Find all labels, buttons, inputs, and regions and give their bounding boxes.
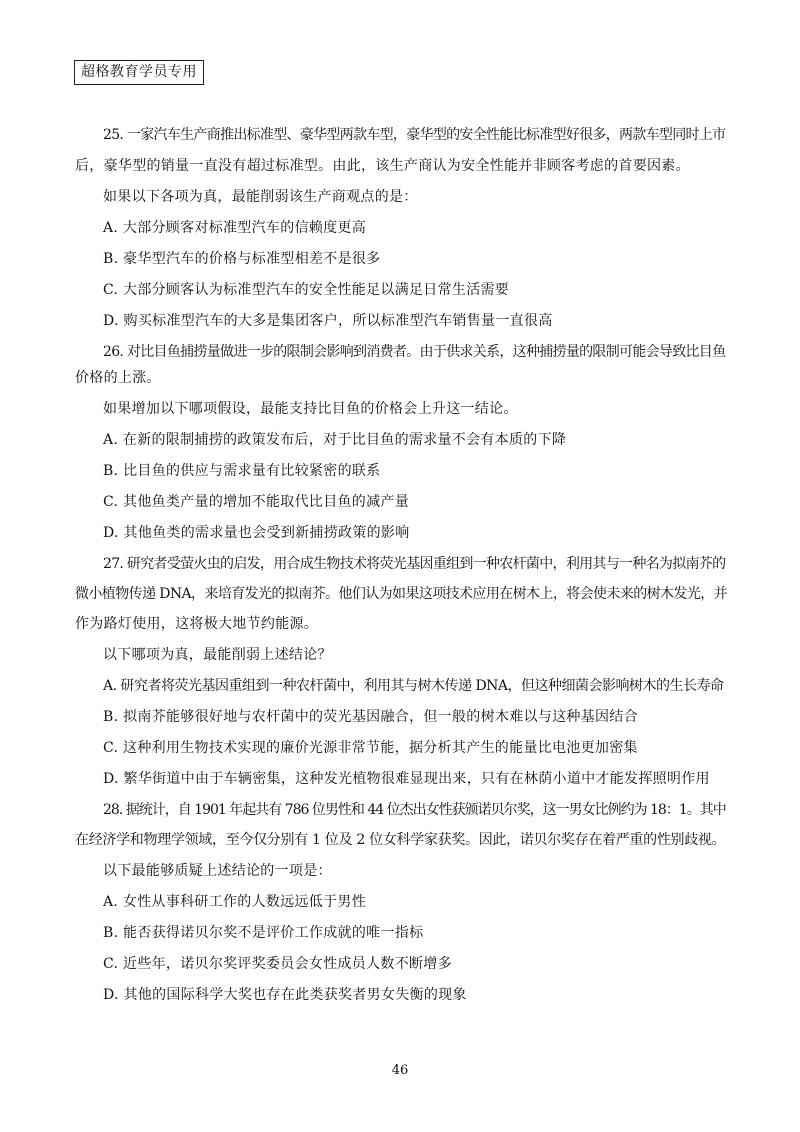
question-25-stem-line-1: 25. 一家汽车生产商推出标准型、豪华型两款车型，豪华型的安全性能比标准型好很多，两款车型同时上市 [103, 127, 726, 143]
question-28-option-a[interactable]: A. 女性从事科研工作的人数远远低于男性 [103, 894, 367, 910]
question-27-option-a[interactable]: A. 研究者将荧光基因重组到一种农杆菌中，利用其与树木传递 DNA，但这种细菌会影响树木的生长寿命 [103, 678, 724, 694]
question-26-prompt: 如果增加以下哪项假设，最能支持比目鱼的价格会上升这一结论。 [103, 401, 518, 417]
question-25 [75, 125, 727, 342]
question-25-prompt: 如果以下各项为真，最能削弱该生产商观点的是： [103, 189, 418, 205]
header-label: 超格教育学员专用 [74, 60, 204, 85]
question-27-option-b[interactable]: B. 拟南芥能够很好地与农杆菌中的荧光基因融合，但一般的树木难以与这种基因结合 [103, 709, 638, 725]
question-28-stem-line-1: 28. 据统计，自 1901 年起共有 786 位男性和 44 位杰出女性获颁诺贝尔奖，这一男女比例约为 18：1。其中 [103, 802, 726, 818]
question-28-option-d[interactable]: D. 其他的国际科学大奖也存在此类获奖者男女失衡的现象 [103, 987, 467, 1003]
question-25-option-d[interactable]: D. 购买标准型汽车的大多是集团客户，所以标准型汽车销售量一直很高 [103, 313, 553, 329]
question-26-option-c[interactable]: C. 其他鱼类产量的增加不能取代比目鱼的减产量 [103, 494, 410, 510]
question-27-option-c[interactable]: C. 这种利用生物技术实现的廉价光源非常节能，据分析其产生的能量比电池更加密集 [103, 740, 638, 756]
question-25-stem-line-2: 后，豪华型的销量一直没有超过标准型。由此，该生产商认为安全性能并非顾客考虑的首要因素。 [75, 158, 690, 174]
question-27-stem-line-2: 微小植物传递 DNA，来培育发光的拟南芥。他们认为如果这项技术应用在树木上，将会使未来的树木发光，并 [75, 586, 728, 602]
question-25-option-c[interactable]: C. 大部分顾客认为标准型汽车的安全性能足以满足日常生活需要 [103, 282, 510, 298]
question-28-prompt: 以下最能够质疑上述结论的一项是： [103, 863, 332, 879]
question-27-option-d[interactable]: D. 繁华街道中由于车辆密集，这种发光植物很难显现出来，只有在林荫小道中才能发挥照明作用 [103, 771, 710, 787]
question-28-option-c[interactable]: C. 近些年，诺贝尔奖评奖委员会女性成员人数不断增多 [103, 956, 452, 972]
question-26 [75, 342, 727, 554]
question-27-stem-line-1: 27. 研究者受萤火虫的启发，用合成生物技术将荧光基因重组到一种农杆菌中，利用其与一种名为拟南芥的 [103, 556, 726, 572]
question-26-stem-line-1: 26. 对比目鱼捕捞量做进一步的限制会影响到消费者。由于供求关系，这种捕捞量的限制可能会导致比目鱼 [103, 344, 726, 360]
question-25-option-a[interactable]: A. 大部分顾客对标准型汽车的信赖度更高 [103, 220, 367, 236]
question-27-stem-line-3: 作为路灯使用，这将极大地节约能源。 [75, 616, 319, 632]
question-26-option-a[interactable]: A. 在新的限制捕捞的政策发布后，对于比目鱼的需求量不会有本质的下降 [103, 432, 567, 448]
question-26-option-d[interactable]: D. 其他鱼类的需求量也会受到新捕捞政策的影响 [103, 525, 410, 541]
question-26-option-b[interactable]: B. 比目鱼的供应与需求量有比较紧密的联系 [103, 463, 381, 479]
question-list [75, 125, 727, 1016]
question-28-stem-line-2: 在经济学和物理学领域，至今仅分别有 1 位及 2 位女科学家获奖。因此，诺贝尔奖存在着严重的性别歧视。 [75, 832, 726, 848]
question-27 [75, 554, 727, 800]
question-25-option-b[interactable]: B. 豪华型汽车的价格与标准型相差不是很多 [103, 251, 381, 267]
page-number: 46 [391, 1063, 409, 1078]
question-28 [75, 800, 727, 1016]
question-26-stem-line-2: 价格的上涨。 [75, 370, 161, 386]
question-27-prompt: 以下哪项为真，最能削弱上述结论？ [103, 647, 332, 663]
question-28-option-b[interactable]: B. 能否获得诺贝尔奖不是评价工作成就的唯一指标 [103, 925, 424, 941]
